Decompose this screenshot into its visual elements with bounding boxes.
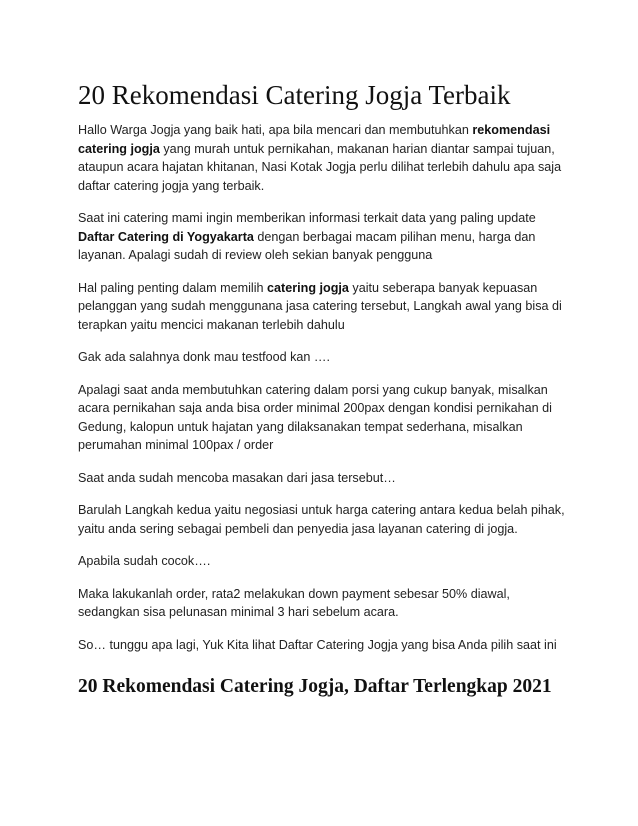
body-paragraph	[78, 209, 570, 265]
body-paragraph	[78, 381, 570, 455]
bold-keyword: Daftar Catering di Yogyakarta	[78, 229, 254, 244]
body-paragraph	[78, 348, 570, 367]
body-paragraph	[78, 121, 570, 195]
paragraph-text: So… tunggu apa lagi, Yuk Kita lihat Daftar Catering Jogja yang bisa Anda pilih saat ini	[78, 637, 557, 652]
paragraph-text: yaitu seberapa banyak kepuasan pelanggan yang sudah menggunana jasa catering tersebut, Langkah awal yang bisa di terapkan yaitu mencici makanan terlebih dahulu	[78, 280, 562, 332]
bold-keyword: rekomendasi catering jogja	[78, 123, 551, 156]
body-paragraph	[78, 585, 570, 622]
paragraph-text: Hallo Warga Jogja yang baik hati, apa bila mencari dan membutuhkan	[78, 123, 473, 137]
bold-keyword: catering jogja	[267, 280, 349, 295]
page-title: 20 Rekomendasi Catering Jogja Terbaik	[78, 80, 511, 110]
document-page	[78, 80, 570, 699]
paragraph-text: Apalagi saat anda membutuhkan catering dalam porsi yang cukup banyak, misalkan acara pernikahan saja anda bisa order minimal 200pax dengan kondisi pernikahan di Gedung, kalopun untuk hajatan yang dilaksanakan tempat sederhana, misalkan perumahan minimal 100pax / order	[78, 382, 552, 452]
paragraph-text: dengan berbagai macam pilihan menu, harga dan layanan. Apalagi sudah di review oleh sekian banyak pengguna	[78, 229, 536, 262]
paragraph-text: Saat anda sudah mencoba masakan dari jasa tersebut…	[78, 470, 396, 485]
paragraph-text: Maka lakukanlah order, rata2 melakukan down payment sebesar 50% diawal, sedangkan sisa pelunasan minimal 3 hari sebelum acara.	[78, 586, 510, 619]
paragraph-text: Apabila sudah cocok….	[78, 554, 211, 568]
paragraph-text: Barulah Langkah kedua yaitu negosiasi untuk harga catering antara kedua belah pihak, yaitu anda sering sebagai pembeli dan penyedia jasa layanan catering di jogja.	[78, 503, 565, 536]
paragraph-text: yang murah untuk pernikahan, makanan harian diantar sampai tujuan, ataupun acara hajatan khitanan, Nasi Kotak Jogja perlu dilihat terlebih dahulu apa saja daftar catering jogja yang terbaik.	[78, 141, 562, 193]
body-paragraph	[78, 636, 570, 655]
body-paragraph	[78, 279, 570, 335]
paragraph-text: Hal paling penting dalam memilih	[78, 280, 268, 295]
paragraph-text: Saat ini catering mami ingin memberikan informasi terkait data yang paling update	[78, 211, 536, 225]
article-body	[78, 121, 570, 654]
body-paragraph	[78, 469, 570, 488]
body-paragraph	[78, 501, 570, 538]
section-heading: 20 Rekomendasi Catering Jogja, Daftar Terlengkap 2021	[78, 676, 552, 697]
body-paragraph	[78, 552, 570, 571]
paragraph-text: Gak ada salahnya donk mau testfood kan ….	[78, 350, 331, 364]
